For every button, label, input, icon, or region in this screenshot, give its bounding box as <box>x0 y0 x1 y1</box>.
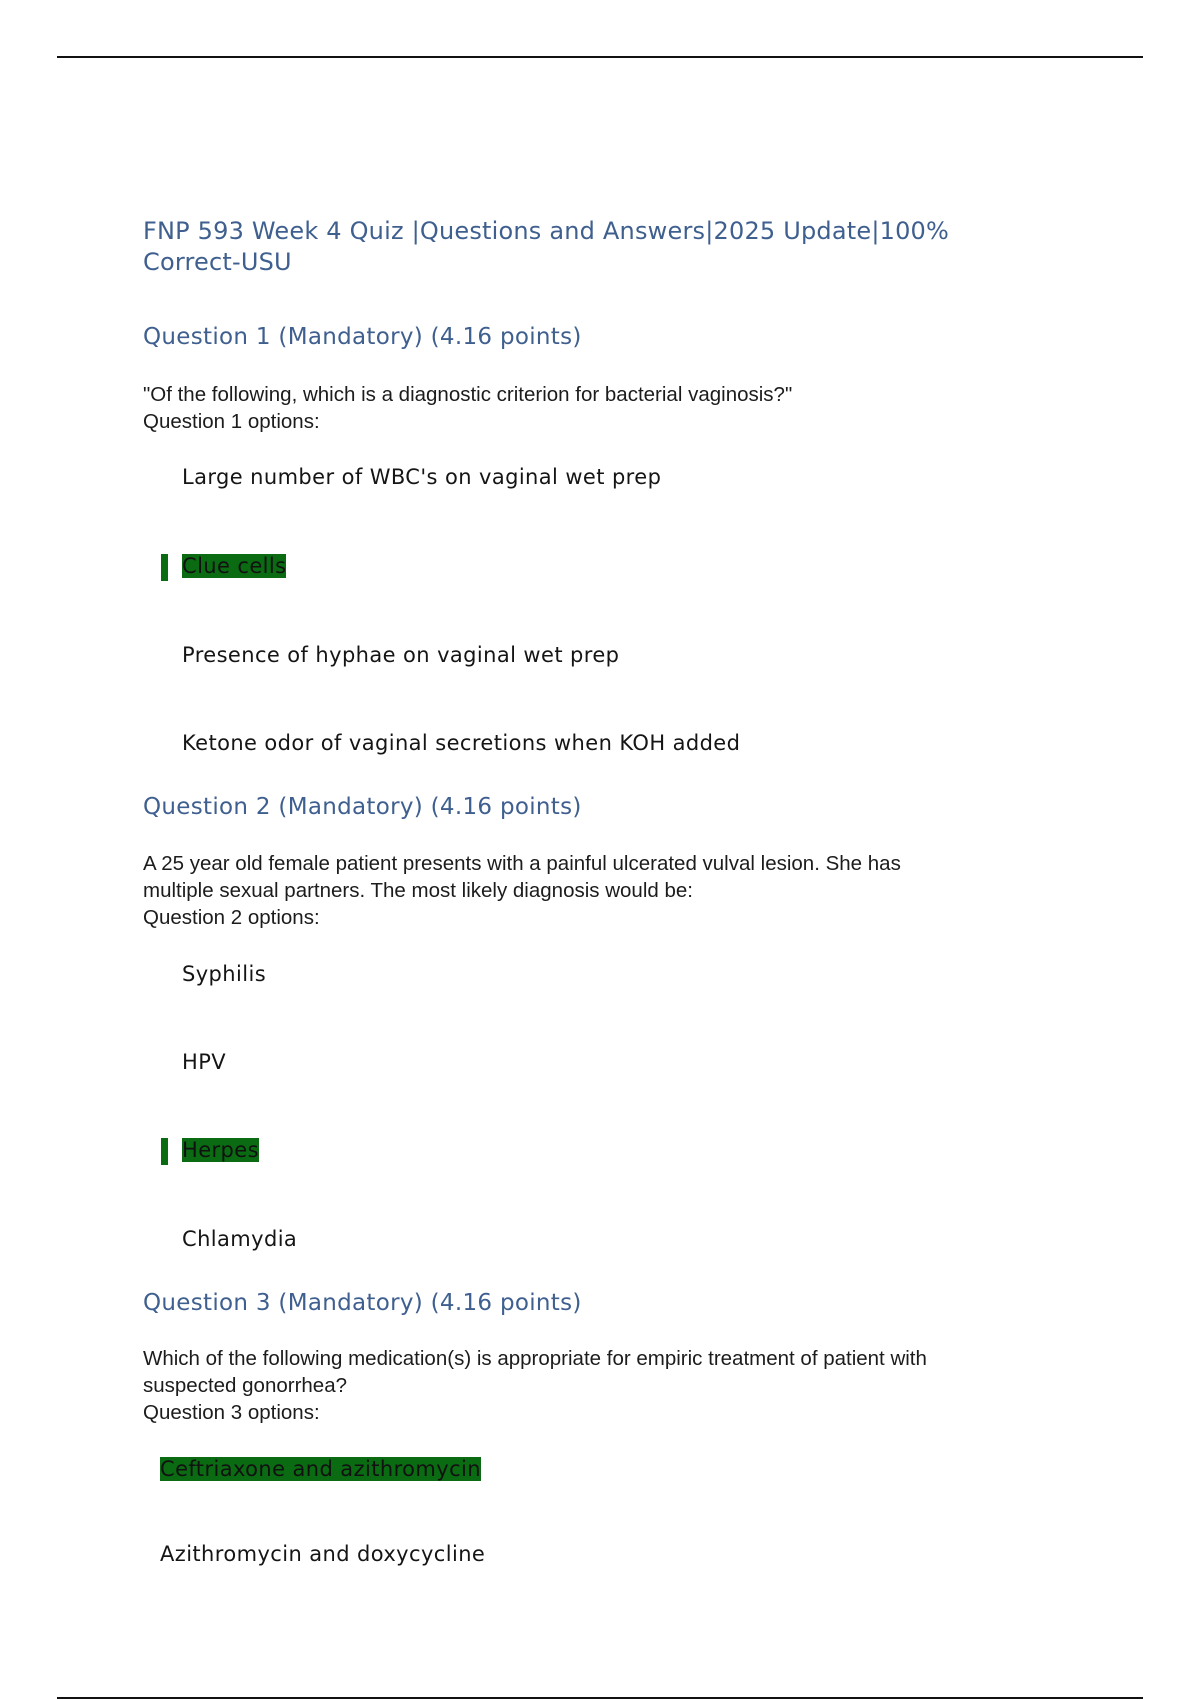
option-label: Azithromycin and doxycycline <box>160 1542 486 1566</box>
option-label: Ceftriaxone and azithromycin <box>160 1457 481 1481</box>
question-2-option-1[interactable] <box>182 960 266 988</box>
question-1-option-2[interactable] <box>182 552 286 580</box>
question-2-heading: Question 2 (Mandatory) (4.16 points) <box>143 794 582 820</box>
question-3-text <box>143 1345 1063 1426</box>
option-label: Herpes <box>182 1138 259 1162</box>
question-3-options-label: Question 3 options: <box>143 1401 320 1424</box>
question-3-option-1[interactable] <box>160 1455 481 1483</box>
top-rule <box>57 56 1143 58</box>
document-title <box>143 216 1063 278</box>
option-label: Chlamydia <box>182 1227 298 1251</box>
option-label: HPV <box>182 1050 227 1074</box>
question-1-options-label: Question 1 options: <box>143 410 320 433</box>
question-1-option-1[interactable] <box>182 463 661 491</box>
document-title-line-2: Correct-USU <box>143 248 292 276</box>
option-label: Large number of WBC's on vaginal wet prep <box>182 465 662 489</box>
question-2-options-label: Question 2 options: <box>143 906 320 929</box>
document-title-line-1: FNP 593 Week 4 Quiz |Questions and Answers|2025 Update|100% <box>143 217 950 245</box>
question-1-option-3[interactable] <box>182 641 619 669</box>
option-label: Presence of hyphae on vaginal wet prep <box>182 643 620 667</box>
correct-answer-marker <box>161 554 168 581</box>
question-3-text-line: Which of the following medication(s) is appropriate for empiric treatment of patient with <box>143 1347 927 1370</box>
option-label: Ketone odor of vaginal secretions when KOH added <box>182 731 741 755</box>
question-2-option-2[interactable] <box>182 1048 226 1076</box>
question-1-text-line: "Of the following, which is a diagnostic criterion for bacterial vaginosis?" <box>143 383 793 406</box>
question-2-text-line: A 25 year old female patient presents with a painful ulcerated vulval lesion. She has <box>143 852 901 875</box>
bottom-rule <box>57 1697 1143 1699</box>
question-2-option-4[interactable] <box>182 1225 297 1253</box>
question-3-option-2[interactable] <box>160 1540 485 1568</box>
correct-answer-marker <box>161 1138 168 1165</box>
option-label: Syphilis <box>182 962 267 986</box>
question-3-text-line: suspected gonorrhea? <box>143 1374 348 1397</box>
question-1-text <box>143 381 1063 435</box>
question-1-heading: Question 1 (Mandatory) (4.16 points) <box>143 324 582 350</box>
question-2-text <box>143 850 1063 931</box>
question-2-text-line: multiple sexual partners. The most likely diagnosis would be: <box>143 879 693 902</box>
question-1-option-4[interactable] <box>182 729 740 757</box>
question-2-option-3[interactable] <box>182 1136 259 1164</box>
option-label: Clue cells <box>182 554 287 578</box>
question-3-heading: Question 3 (Mandatory) (4.16 points) <box>143 1290 582 1316</box>
